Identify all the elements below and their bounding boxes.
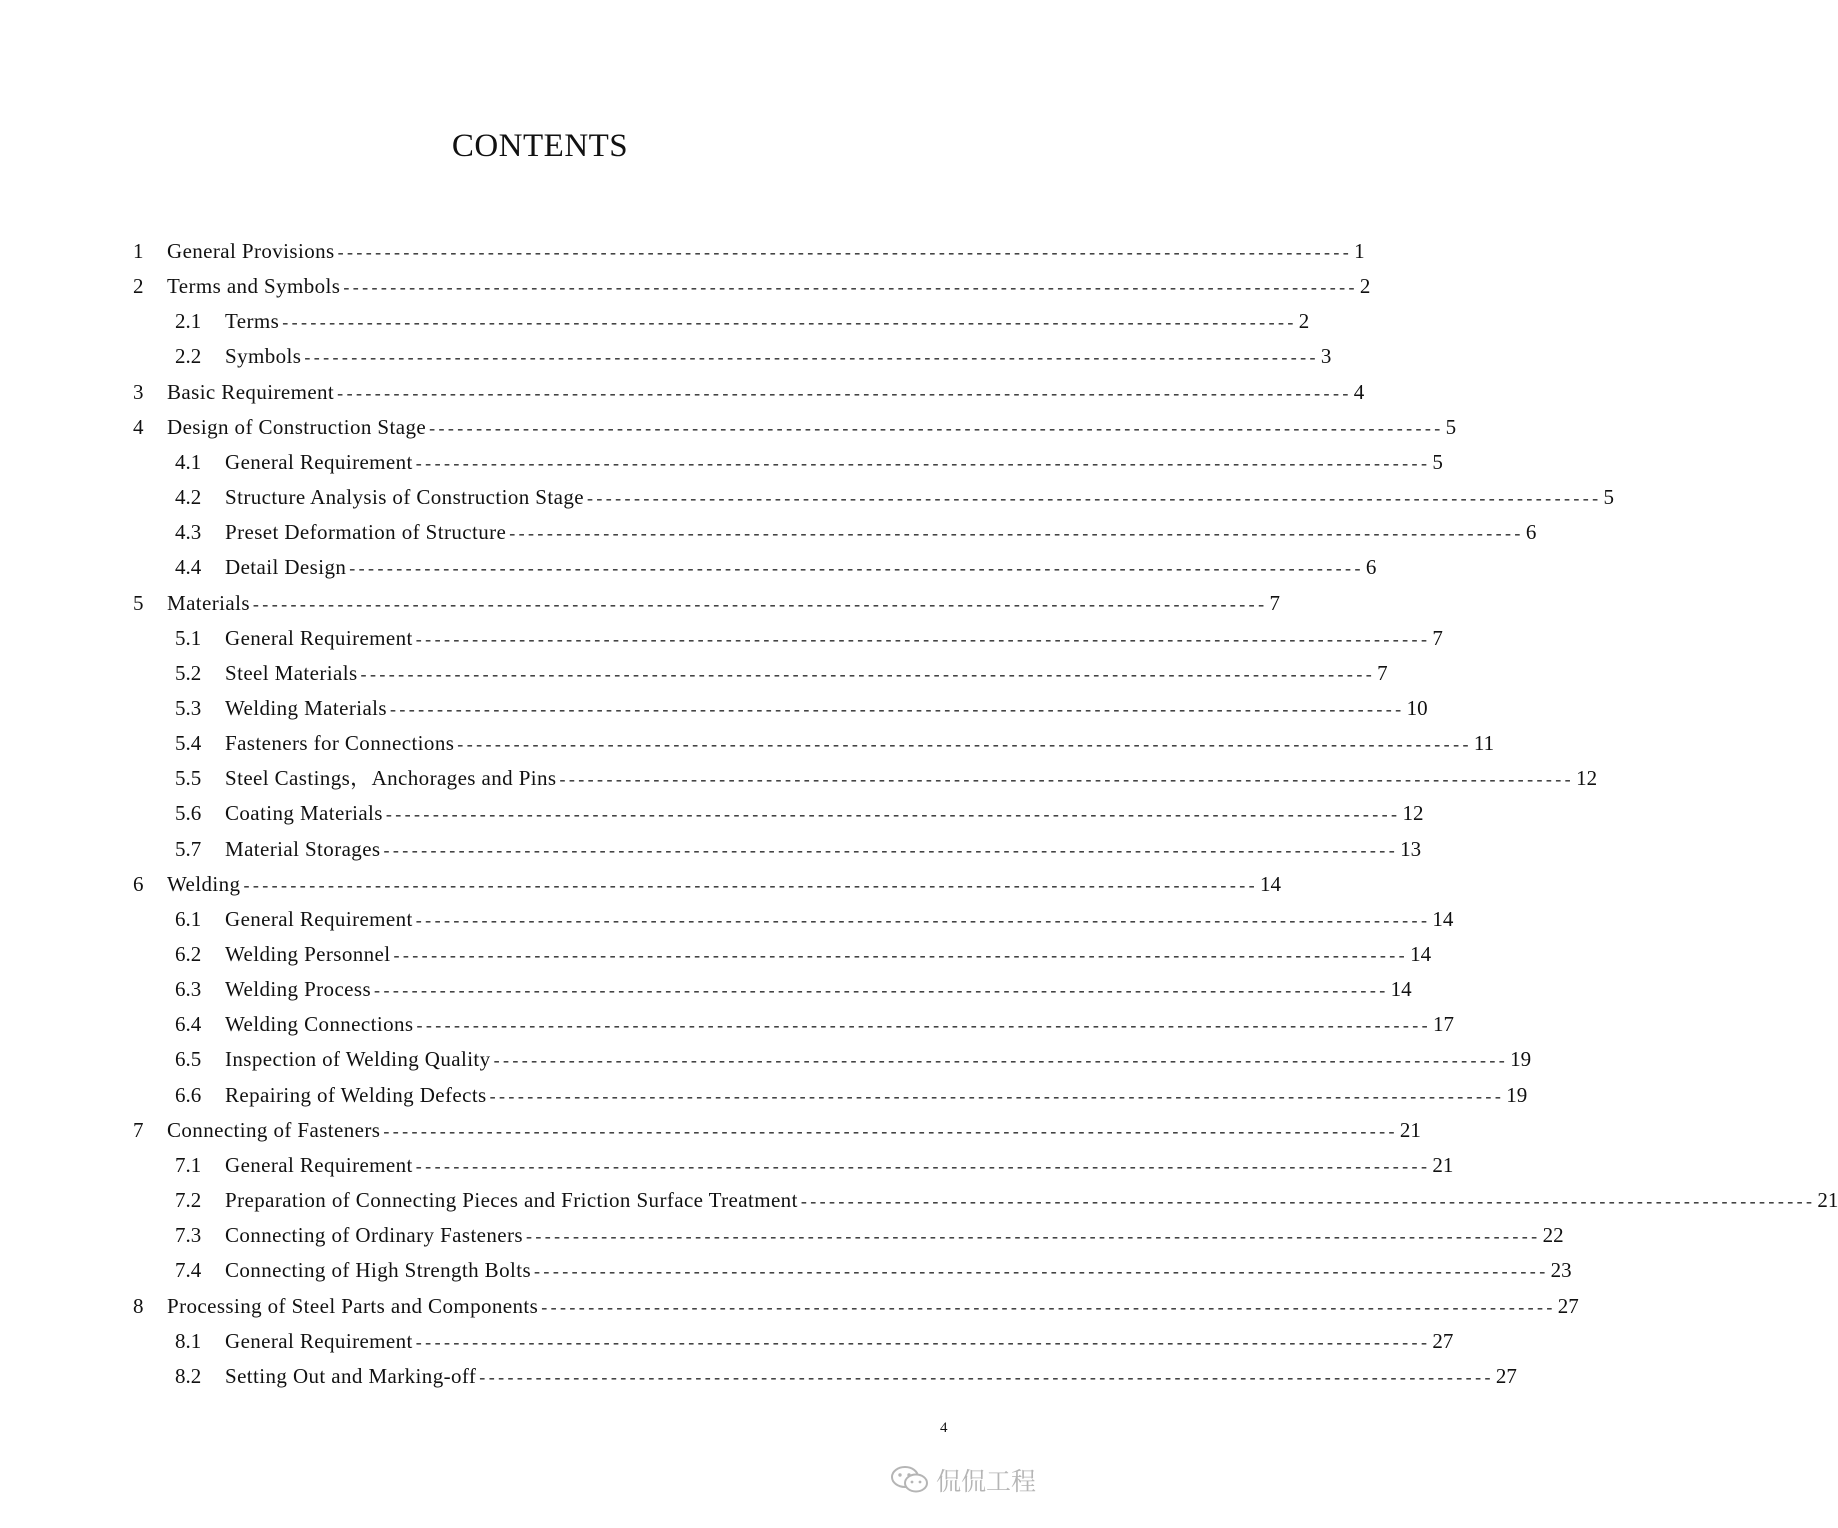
toc-entry <box>175 1007 1455 1042</box>
toc-entry-title: Terms <box>225 309 280 333</box>
toc-entry <box>175 691 1428 726</box>
page-number: 4 <box>940 1420 948 1436</box>
toc-entry-number: 6.1 <box>175 907 202 931</box>
toc-leader-dashes: ------------------------------------------------------------------------------------------------------------ <box>493 1050 1509 1070</box>
toc-entry <box>175 1359 1517 1394</box>
toc-entry-number: 5.1 <box>175 626 202 650</box>
toc-entry-title: Welding Process <box>225 977 372 1001</box>
toc-entry-title: Fasteners for Connections <box>225 731 455 755</box>
toc-leader-dashes: ------------------------------------------------------------------------------------------------------------ <box>479 1367 1494 1387</box>
toc-entry-page: 13 <box>1400 837 1422 861</box>
toc-entry <box>133 586 1280 621</box>
toc-entry-page: 3 <box>1320 344 1332 368</box>
toc-entry-title: Welding <box>167 872 241 896</box>
toc-entry-number: 4 <box>133 415 144 439</box>
toc-entry-page: 14 <box>1432 907 1454 931</box>
toc-entry-page: 19 <box>1506 1083 1528 1107</box>
toc-entry-number: 6 <box>133 872 144 896</box>
toc-entry-page: 27 <box>1432 1329 1454 1353</box>
toc-entry-title: Connecting of High Strength Bolts <box>225 1258 532 1282</box>
toc-entry-title: Basic Requirement <box>167 380 335 404</box>
toc-entry <box>175 1253 1572 1288</box>
toc-leader-dashes: ------------------------------------------------------------------------------------------------------------ <box>252 594 1268 614</box>
toc-entry-page: 14 <box>1390 977 1412 1001</box>
toc-entry-number: 8 <box>133 1294 144 1318</box>
toc-entry-page: 2 <box>1359 274 1371 298</box>
toc-leader-dashes: ------------------------------------------------------------------------------------------------------------ <box>415 1156 1431 1176</box>
toc-entry <box>175 445 1443 480</box>
toc-entry-page: 14 <box>1260 872 1282 896</box>
toc-entry <box>175 796 1424 831</box>
toc-entry-number: 3 <box>133 380 144 404</box>
toc-entry-title: Welding Personnel <box>225 942 391 966</box>
toc-entry-page: 2 <box>1298 309 1310 333</box>
toc-entry <box>175 1183 1838 1218</box>
wechat-icon <box>890 1464 930 1496</box>
toc-entry-title: Inspection of Welding Quality <box>225 1047 491 1071</box>
toc-entry-title: Detail Design <box>225 555 347 579</box>
toc-entry-page: 14 <box>1410 942 1432 966</box>
toc-entry <box>175 937 1432 972</box>
toc-entry-number: 8.1 <box>175 1329 202 1353</box>
toc-entry-page: 19 <box>1510 1047 1532 1071</box>
toc-entry-title: Symbols <box>225 344 302 368</box>
toc-entry-number: 7.4 <box>175 1258 202 1282</box>
toc-entry-number: 6.2 <box>175 942 202 966</box>
toc-entry-page: 6 <box>1365 555 1377 579</box>
watermark <box>890 1462 1036 1498</box>
toc-entry-number: 5.3 <box>175 696 202 720</box>
toc-entry-number: 7.3 <box>175 1223 202 1247</box>
toc-entry-page: 21 <box>1399 1118 1421 1142</box>
toc-entry-title: Materials <box>167 591 250 615</box>
toc-entry-number: 4.2 <box>175 485 202 509</box>
toc-entry-page: 5 <box>1432 450 1443 474</box>
toc-leader-dashes: ------------------------------------------------------------------------------------------------------------ <box>337 383 1352 403</box>
toc-entry <box>175 1218 1564 1253</box>
toc-leader-dashes: ------------------------------------------------------------------------------------------------------------ <box>343 277 1358 297</box>
toc-entry <box>133 1289 1579 1324</box>
toc-entry-title: Structure Analysis of Construction Stage <box>225 485 584 509</box>
toc-leader-dashes: ------------------------------------------------------------------------------------------------------------ <box>349 558 1364 578</box>
toc-leader-dashes: ------------------------------------------------------------------------------------------------------------ <box>415 1332 1431 1352</box>
toc-entry-title: Processing of Steel Parts and Components <box>167 1294 539 1318</box>
toc-entry-number: 5 <box>133 591 144 615</box>
page-title: CONTENTS <box>451 128 629 164</box>
toc-leader-dashes: ------------------------------------------------------------------------------------------------------------ <box>243 875 1259 895</box>
toc-entry <box>175 656 1388 691</box>
toc-entry-title: General Requirement <box>225 1153 413 1177</box>
toc-leader-dashes: ------------------------------------------------------------------------------------------------------------ <box>559 769 1575 789</box>
toc-entry-page: 5 <box>1445 415 1457 439</box>
toc-entry <box>175 339 1332 374</box>
toc-entry-number: 5.6 <box>175 801 202 825</box>
toc-leader-dashes: ------------------------------------------------------------------------------------------------------------ <box>415 629 1431 649</box>
toc-leader-dashes: ------------------------------------------------------------------------------------------------------------ <box>489 1086 1505 1106</box>
toc-entry-number: 5.5 <box>175 766 202 790</box>
toc-leader-dashes: ------------------------------------------------------------------------------------------------------------ <box>525 1226 1541 1246</box>
toc-entry-number: 5.7 <box>175 837 202 861</box>
toc-entry-number: 6.5 <box>175 1047 202 1071</box>
toc-entry-page: 11 <box>1473 731 1495 755</box>
toc-entry-page: 6 <box>1525 520 1537 544</box>
toc-entry <box>175 832 1422 867</box>
toc-entry <box>175 480 1615 515</box>
toc-leader-dashes: ------------------------------------------------------------------------------------------------------------ <box>415 453 1431 473</box>
toc-leader-dashes: ------------------------------------------------------------------------------------------------------------ <box>383 1121 1398 1141</box>
toc-entry <box>175 761 1598 796</box>
toc-entry-title: Design of Construction Stage <box>167 415 427 439</box>
toc-entry-title: Coating Materials <box>225 801 383 825</box>
toc-leader-dashes: ------------------------------------------------------------------------------------------------------------ <box>360 664 1376 684</box>
toc-entry <box>175 515 1537 550</box>
toc-entry <box>133 269 1371 304</box>
toc-entry <box>175 550 1377 585</box>
toc-entry <box>133 1113 1421 1148</box>
toc-entry <box>175 1078 1528 1113</box>
toc-entry-title: Welding Connections <box>225 1012 414 1036</box>
toc-entry <box>133 410 1457 445</box>
toc-entry-number: 8.2 <box>175 1364 202 1388</box>
toc-leader-dashes: ------------------------------------------------------------------------------------------------------------ <box>385 804 1401 824</box>
toc-entry-title: Connecting of Fasteners <box>167 1118 381 1142</box>
toc-entry-number: 6.6 <box>175 1083 202 1107</box>
toc-entry-page: 17 <box>1433 1012 1455 1036</box>
watermark-text: 侃侃工程 <box>936 1467 1037 1496</box>
toc-entry <box>175 621 1443 656</box>
toc-entry-title: General Requirement <box>225 907 413 931</box>
toc-leader-dashes: ------------------------------------------------------------------------------------------------------------ <box>282 312 1297 332</box>
toc-entry-title: Preparation of Connecting Pieces and Friction Surface Treatment <box>225 1188 798 1212</box>
toc-entry-page: 4 <box>1353 380 1365 404</box>
toc-entry <box>175 1148 1454 1183</box>
toc-entry-number: 2.2 <box>175 344 202 368</box>
toc-entry-title: Setting Out and Marking-off <box>225 1364 477 1388</box>
toc-entry-title: Welding Materials <box>225 696 387 720</box>
toc-leader-dashes: ------------------------------------------------------------------------------------------------------------ <box>509 523 1524 543</box>
toc-entry-number: 2 <box>133 274 144 298</box>
toc-leader-dashes: ------------------------------------------------------------------------------------------------------------ <box>393 945 1409 965</box>
toc-entry-number: 4.4 <box>175 555 202 579</box>
toc-leader-dashes: ------------------------------------------------------------------------------------------------------------ <box>534 1261 1549 1281</box>
toc-leader-dashes: ------------------------------------------------------------------------------------------------------------ <box>383 840 1399 860</box>
toc-entry-number: 5.2 <box>175 661 202 685</box>
toc-entry-page: 12 <box>1402 801 1424 825</box>
toc-entry-title: Steel Materials <box>225 661 358 685</box>
toc-entry-number: 1 <box>133 239 144 263</box>
toc-leader-dashes: ------------------------------------------------------------------------------------------------------------ <box>429 418 1444 438</box>
toc-entry-page: 7 <box>1269 591 1280 615</box>
toc-entry-number: 4.1 <box>175 450 202 474</box>
toc-entry-number: 2.1 <box>175 309 202 333</box>
toc-entry-page: 12 <box>1576 766 1598 790</box>
toc-entry <box>175 726 1495 761</box>
toc-leader-dashes: ------------------------------------------------------------------------------------------------------------ <box>304 347 1319 367</box>
toc-entry <box>175 1324 1454 1359</box>
toc-entry-number: 6.4 <box>175 1012 202 1036</box>
toc-entry-title: General Requirement <box>225 626 413 650</box>
toc-leader-dashes: ------------------------------------------------------------------------------------------------------------ <box>800 1191 1816 1211</box>
toc-entry-page: 1 <box>1354 239 1365 263</box>
toc-entry-title: Connecting of Ordinary Fasteners <box>225 1223 523 1247</box>
toc-entry-page: 27 <box>1557 1294 1579 1318</box>
toc-leader-dashes: ------------------------------------------------------------------------------------------------------------ <box>586 488 1602 508</box>
toc-entry <box>175 902 1454 937</box>
toc-entry-page: 23 <box>1550 1258 1572 1282</box>
toc-entry-title: Terms and Symbols <box>167 274 341 298</box>
toc-entry-page: 22 <box>1542 1223 1564 1247</box>
toc-entry-number: 5.4 <box>175 731 202 755</box>
toc-leader-dashes: ------------------------------------------------------------------------------------------------------------ <box>541 1297 1556 1317</box>
toc-entry-page: 21 <box>1432 1153 1454 1177</box>
toc-entry-page: 7 <box>1432 626 1443 650</box>
toc-leader-dashes: ------------------------------------------------------------------------------------------------------------ <box>374 980 1389 1000</box>
toc-entry <box>175 972 1412 1007</box>
toc-entry-title: Preset Deformation of Structure <box>225 520 507 544</box>
toc-entry-page: 21 <box>1817 1188 1838 1212</box>
toc-entry <box>133 375 1365 410</box>
toc-entry-title: General Requirement <box>225 1329 413 1353</box>
toc-entry-page: 10 <box>1406 696 1428 720</box>
toc-leader-dashes: ------------------------------------------------------------------------------------------------------------ <box>337 242 1353 262</box>
toc-entry-page: 5 <box>1603 485 1615 509</box>
toc-entry-title: Material Storages <box>225 837 381 861</box>
toc-leader-dashes: ------------------------------------------------------------------------------------------------------------ <box>415 910 1431 930</box>
toc-entry-page: 7 <box>1377 661 1388 685</box>
toc-entry-title: General Requirement <box>225 450 413 474</box>
toc-entry-number: 6.3 <box>175 977 202 1001</box>
toc-entry-number: 7.1 <box>175 1153 202 1177</box>
toc-entry <box>133 234 1365 269</box>
toc-leader-dashes: ------------------------------------------------------------------------------------------------------------ <box>389 699 1405 719</box>
toc-entry-number: 7 <box>133 1118 144 1142</box>
toc-entry-title: General Provisions <box>167 239 335 263</box>
toc-entry-number: 4.3 <box>175 520 202 544</box>
toc-leader-dashes: ------------------------------------------------------------------------------------------------------------ <box>416 1015 1432 1035</box>
toc-entry <box>175 1042 1532 1077</box>
toc-entry-title: Repairing of Welding Defects <box>225 1083 487 1107</box>
toc-entry-page: 27 <box>1495 1364 1517 1388</box>
toc-leader-dashes: ------------------------------------------------------------------------------------------------------------ <box>457 734 1472 754</box>
toc-entry-number: 7.2 <box>175 1188 202 1212</box>
toc-entry-title: Steel Castings，Anchorages and Pins <box>225 766 557 790</box>
toc-entry <box>133 867 1282 902</box>
toc-entry <box>175 304 1310 339</box>
